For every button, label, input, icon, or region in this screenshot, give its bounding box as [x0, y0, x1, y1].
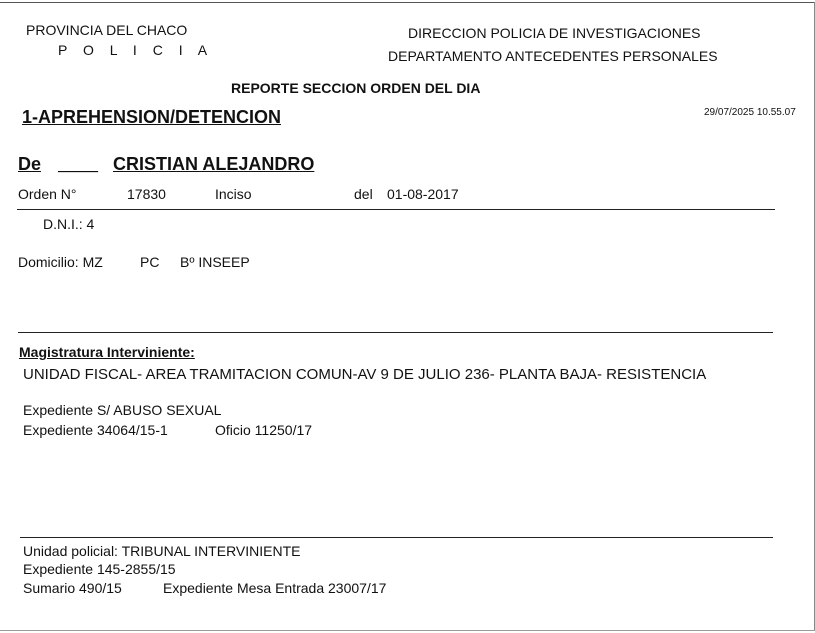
department-label: DEPARTAMENTO ANTECEDENTES PERSONALES	[388, 48, 718, 64]
inciso-label: Inciso	[215, 186, 252, 202]
police-label: P O L I C I A	[58, 42, 214, 58]
section-title: 1-APREHENSION/DETENCION	[22, 107, 282, 127]
divider	[17, 209, 775, 210]
magistratura-unit: UNIDAD FISCAL- AREA TRAMITACION COMUN-AV 9 DE JULIO 236- PLANTA BAJA- RESISTENCIA	[23, 366, 707, 383]
direction-label: DIRECCION POLICIA DE INVESTIGACIONES	[408, 25, 701, 41]
page-border-top	[0, 2, 815, 3]
page-border-bottom	[0, 630, 815, 631]
orden-label: Orden N°	[18, 186, 77, 202]
divider	[18, 332, 773, 333]
dni-field: D.N.I.: 4	[43, 216, 95, 232]
report-title: REPORTE SECCION ORDEN DEL DIA	[231, 80, 481, 96]
expediente-subject: Expediente S/ ABUSO SEXUAL	[23, 402, 222, 418]
divider	[20, 537, 773, 538]
unidad-policial: Unidad policial: TRIBUNAL INTERVINIENTE	[23, 543, 301, 559]
domicilio-field: Domicilio: MZ	[18, 254, 103, 270]
mesa-entrada: Expediente Mesa Entrada 23007/17	[163, 580, 387, 596]
unidad-expediente: Expediente 145-2855/15	[23, 561, 176, 577]
magistratura-label: Magistratura Interviniente:	[19, 344, 195, 360]
domicilio-barrio: Bº INSEEP	[180, 254, 250, 270]
orden-date: 01-08-2017	[387, 186, 459, 202]
expediente-number: Expediente 34064/15-1	[23, 422, 168, 438]
orden-value: 17830	[127, 186, 166, 202]
report-timestamp: 29/07/2025 10.55.07	[704, 107, 796, 118]
oficio-number: Oficio 11250/17	[215, 422, 313, 438]
person-name: CRISTIAN ALEJANDRO	[113, 154, 315, 174]
sumario-number: Sumario 490/15	[23, 580, 122, 596]
del-label: del	[354, 186, 373, 202]
name-blank: ____	[58, 154, 99, 174]
domicilio-pc: PC	[140, 254, 160, 270]
de-label: De	[18, 154, 42, 174]
province-label: PROVINCIA DEL CHACO	[26, 22, 188, 38]
